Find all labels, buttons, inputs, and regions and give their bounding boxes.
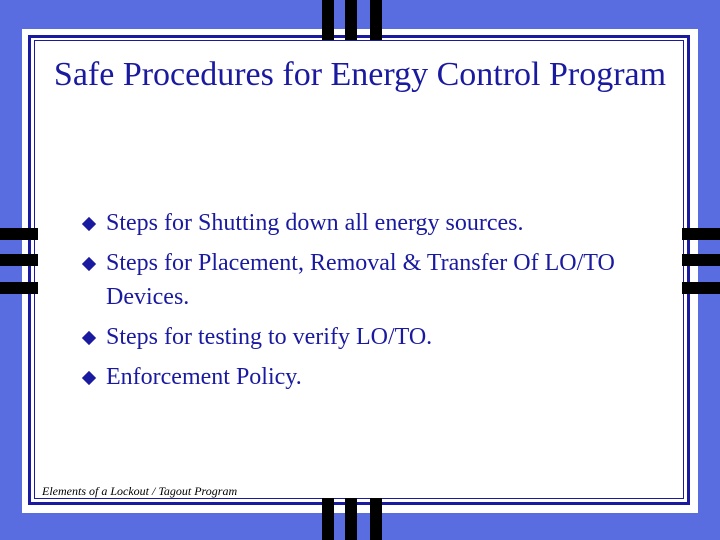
decor-right-bar-3 — [682, 282, 720, 294]
decor-left-bar-3 — [0, 282, 38, 294]
bullet-item — [78, 360, 678, 394]
bullet-item — [78, 206, 678, 240]
decor-top-bar-1 — [322, 0, 334, 40]
bullet-text: Steps for testing to verify LO/TO. — [106, 324, 433, 350]
diamond-bullet-icon — [82, 371, 96, 385]
decor-left-bar-1 — [0, 228, 38, 240]
decor-top-bar-2 — [345, 0, 357, 40]
bullet-item — [78, 246, 678, 314]
diamond-bullet-icon — [82, 331, 96, 345]
decor-right-bar-1 — [682, 228, 720, 240]
decor-top-bar-3 — [370, 0, 382, 40]
decor-bottom-bar-2 — [345, 498, 357, 540]
decor-right-bar-2 — [682, 254, 720, 266]
decor-bottom-bar-3 — [370, 498, 382, 540]
bullet-list — [78, 206, 678, 400]
decor-left-bar-2 — [0, 254, 38, 266]
bullet-text: Enforcement Policy. — [106, 364, 302, 390]
bullet-item — [78, 320, 678, 354]
bullet-text: Steps for Shutting down all energy sources. — [106, 210, 524, 236]
diamond-bullet-icon — [82, 217, 96, 231]
diamond-bullet-icon — [82, 257, 96, 271]
decor-bottom-bar-1 — [322, 498, 334, 540]
bullet-text: Steps for Placement, Removal & Transfer Of LO/TO Devices. — [106, 250, 615, 310]
slide-title: Safe Procedures for Energy Control Program — [53, 56, 667, 93]
slide-footer: Elements of a Lockout / Tagout Program — [42, 484, 238, 498]
